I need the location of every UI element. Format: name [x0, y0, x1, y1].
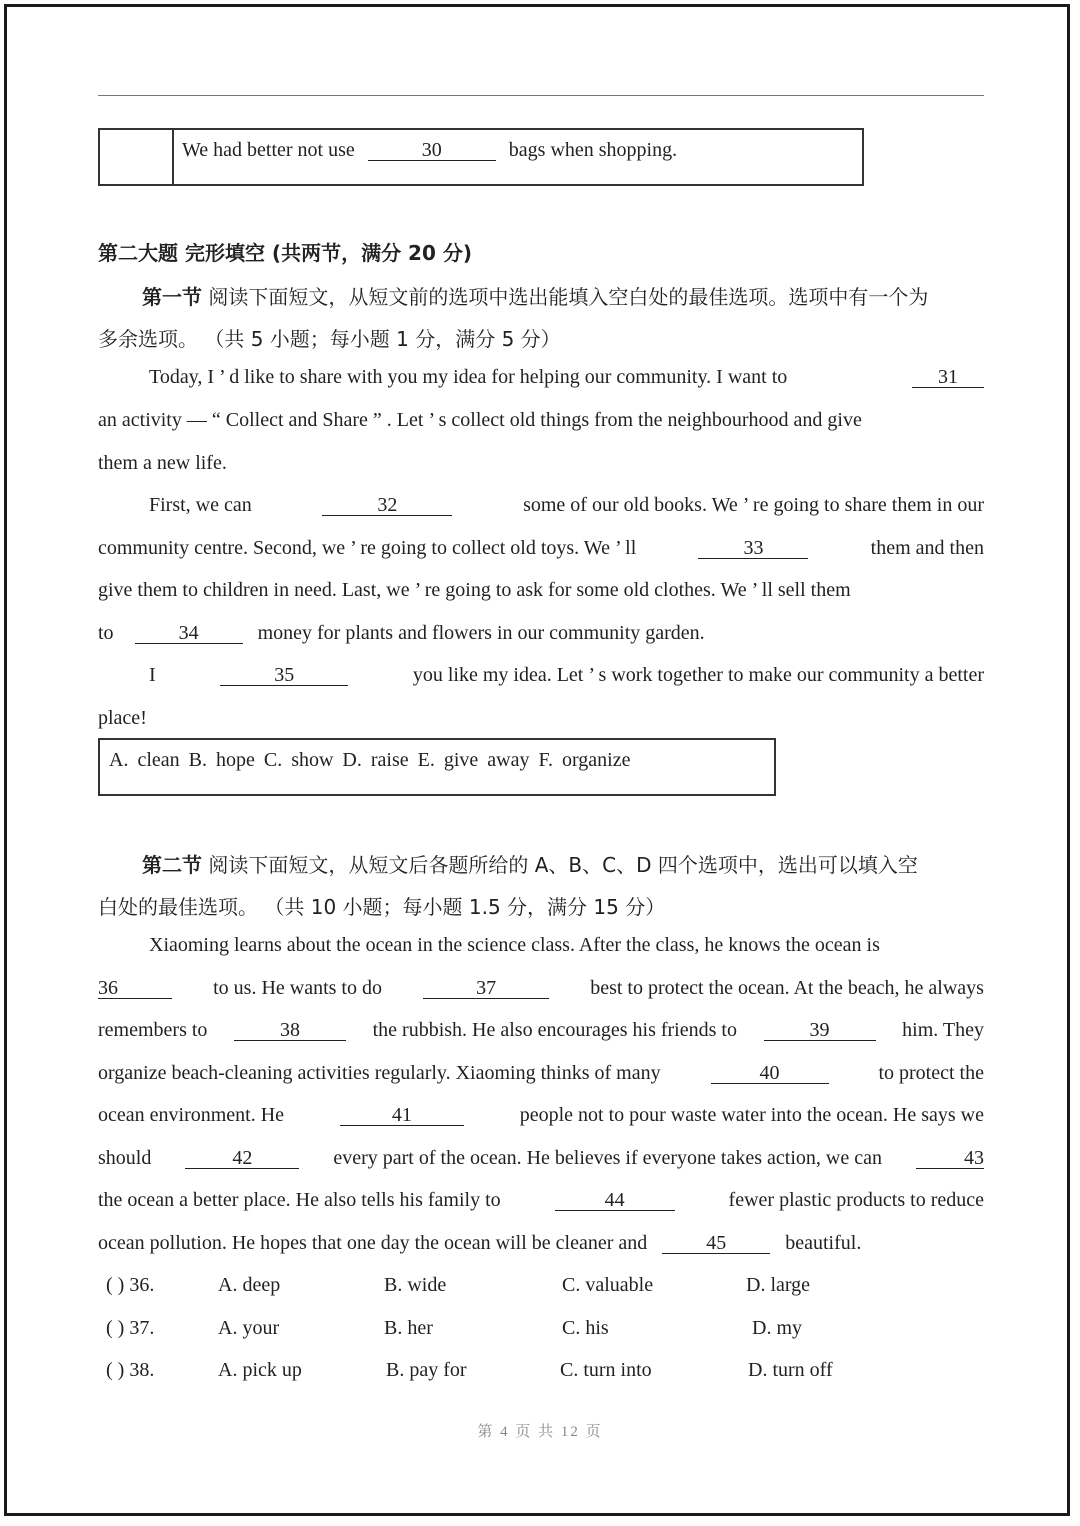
blank-38: 38 — [234, 1020, 346, 1041]
table-empty-cell — [100, 130, 174, 184]
part2-title: 第二大题 完形填空 (共两节，满分 20 分) — [98, 241, 472, 265]
blank-43: 43 — [916, 1148, 984, 1169]
passage1-line1: Today, I ’ d like to share with you my idea for helping our community. I want to 31 — [98, 366, 984, 389]
blank-31: 31 — [912, 367, 984, 388]
option-c: C. his — [562, 1317, 609, 1339]
option-c: C. valuable — [562, 1274, 654, 1296]
question-number: ( ) 37. — [106, 1317, 155, 1339]
option-c: C. turn into — [560, 1359, 652, 1381]
blank-40: 40 — [711, 1063, 829, 1084]
question-number: ( ) 36. — [106, 1274, 155, 1296]
blank-41: 41 — [340, 1105, 464, 1126]
passage2-line1: Xiaoming learns about the ocean in the science class. After the class, he knows the ocean is — [149, 934, 880, 956]
passage1-line6: give them to children in need. Last, we ’ re going to ask for some old clothes. We ’ ll sell them — [98, 579, 851, 601]
option-a: A. your — [218, 1317, 280, 1339]
question-37 — [98, 1317, 984, 1343]
section2-instructions-2: 白处的最佳选项。 （共 10 小题；每小题 1.5 分，满分 15 分） — [98, 895, 666, 919]
table-sentence: We had better not use 30 bags when shopping. — [182, 139, 678, 161]
blank-37: 37 — [423, 978, 549, 999]
section1-instructions-2: 多余选项。 （共 5 小题；每小题 1 分，满分 5 分） — [98, 327, 561, 351]
blank-39: 39 — [764, 1020, 876, 1041]
passage1-line9: place! — [98, 707, 147, 729]
section1-label: 第一节 — [142, 285, 202, 309]
options-text: A. clean B. hope C. show D. raise E. give away F. organize — [109, 749, 631, 771]
passage2-line4: organize beach-cleaning activities regularly. Xiaoming thinks of many 40 to protect the — [98, 1062, 984, 1084]
option-b: B. pay for — [386, 1359, 467, 1381]
option-b: B. her — [384, 1317, 433, 1339]
header-rule — [98, 95, 984, 96]
blank-44: 44 — [555, 1190, 675, 1211]
blank-34: 34 — [135, 623, 243, 644]
option-d: D. my — [752, 1317, 802, 1339]
passage1-line2: an activity — “ Collect and Share ” . Let ’ s collect old things from the neighbourhood and give — [98, 409, 862, 431]
passage2-line5: ocean environment. He 41 people not to pour waste water into the ocean. He says we — [98, 1104, 984, 1126]
blank-36: 36 — [98, 978, 172, 999]
question-36 — [98, 1274, 984, 1300]
page-footer: 第 4 页 共 12 页 — [477, 1424, 603, 1440]
answer-table — [98, 128, 864, 186]
blank-33: 33 — [698, 538, 808, 559]
option-d: D. turn off — [748, 1359, 833, 1381]
passage1-line4: First, we can 32 some of our old books. We ’ re going to share them in our — [149, 494, 984, 516]
passage2-line7: the ocean a better place. He also tells his family to 44 fewer plastic products to reduce — [98, 1189, 984, 1211]
blank-35: 35 — [220, 665, 348, 686]
passage2-line8: ocean pollution. He hopes that one day the ocean will be cleaner and 45 beautiful. — [98, 1232, 862, 1254]
passage2-line6: should 42 every part of the ocean. He believes if everyone takes action, we can 43 — [98, 1147, 984, 1169]
question-number: ( ) 38. — [106, 1359, 155, 1381]
passage2-line3: remembers to 38 the rubbish. He also encourages his friends to 39 him. They — [98, 1019, 984, 1041]
section2-instructions: 第二节 阅读下面短文，从短文后各题所给的 A、B、C、D 四个选项中，选出可以填入空 — [142, 853, 918, 877]
section1-instructions: 第一节 阅读下面短文，从短文前的选项中选出能填入空白处的最佳选项。选项中有一个为 — [142, 285, 929, 309]
passage1-line8: I 35 you like my idea. Let ’ s work together to make our community a better — [149, 664, 984, 686]
blank-32: 32 — [322, 495, 452, 516]
option-d: D. large — [746, 1274, 811, 1296]
section2-label: 第二节 — [142, 853, 202, 877]
blank-30: 30 — [368, 140, 496, 161]
passage1-line3: them a new life. — [98, 452, 227, 474]
question-38 — [98, 1359, 984, 1385]
option-a: A. deep — [218, 1274, 281, 1296]
passage1-line5: community centre. Second, we ’ re going to collect old toys. We ’ ll 33 them and then — [98, 537, 984, 559]
option-b: B. wide — [384, 1274, 447, 1296]
blank-45: 45 — [662, 1233, 770, 1254]
options-box — [98, 738, 776, 796]
passage2-line2: 36 to us. He wants to do 37 best to protect the ocean. At the beach, he always — [98, 977, 984, 999]
passage1-line7: to 34 money for plants and flowers in our community garden. — [98, 622, 705, 644]
blank-42: 42 — [185, 1148, 299, 1169]
option-a: A. pick up — [218, 1359, 302, 1381]
